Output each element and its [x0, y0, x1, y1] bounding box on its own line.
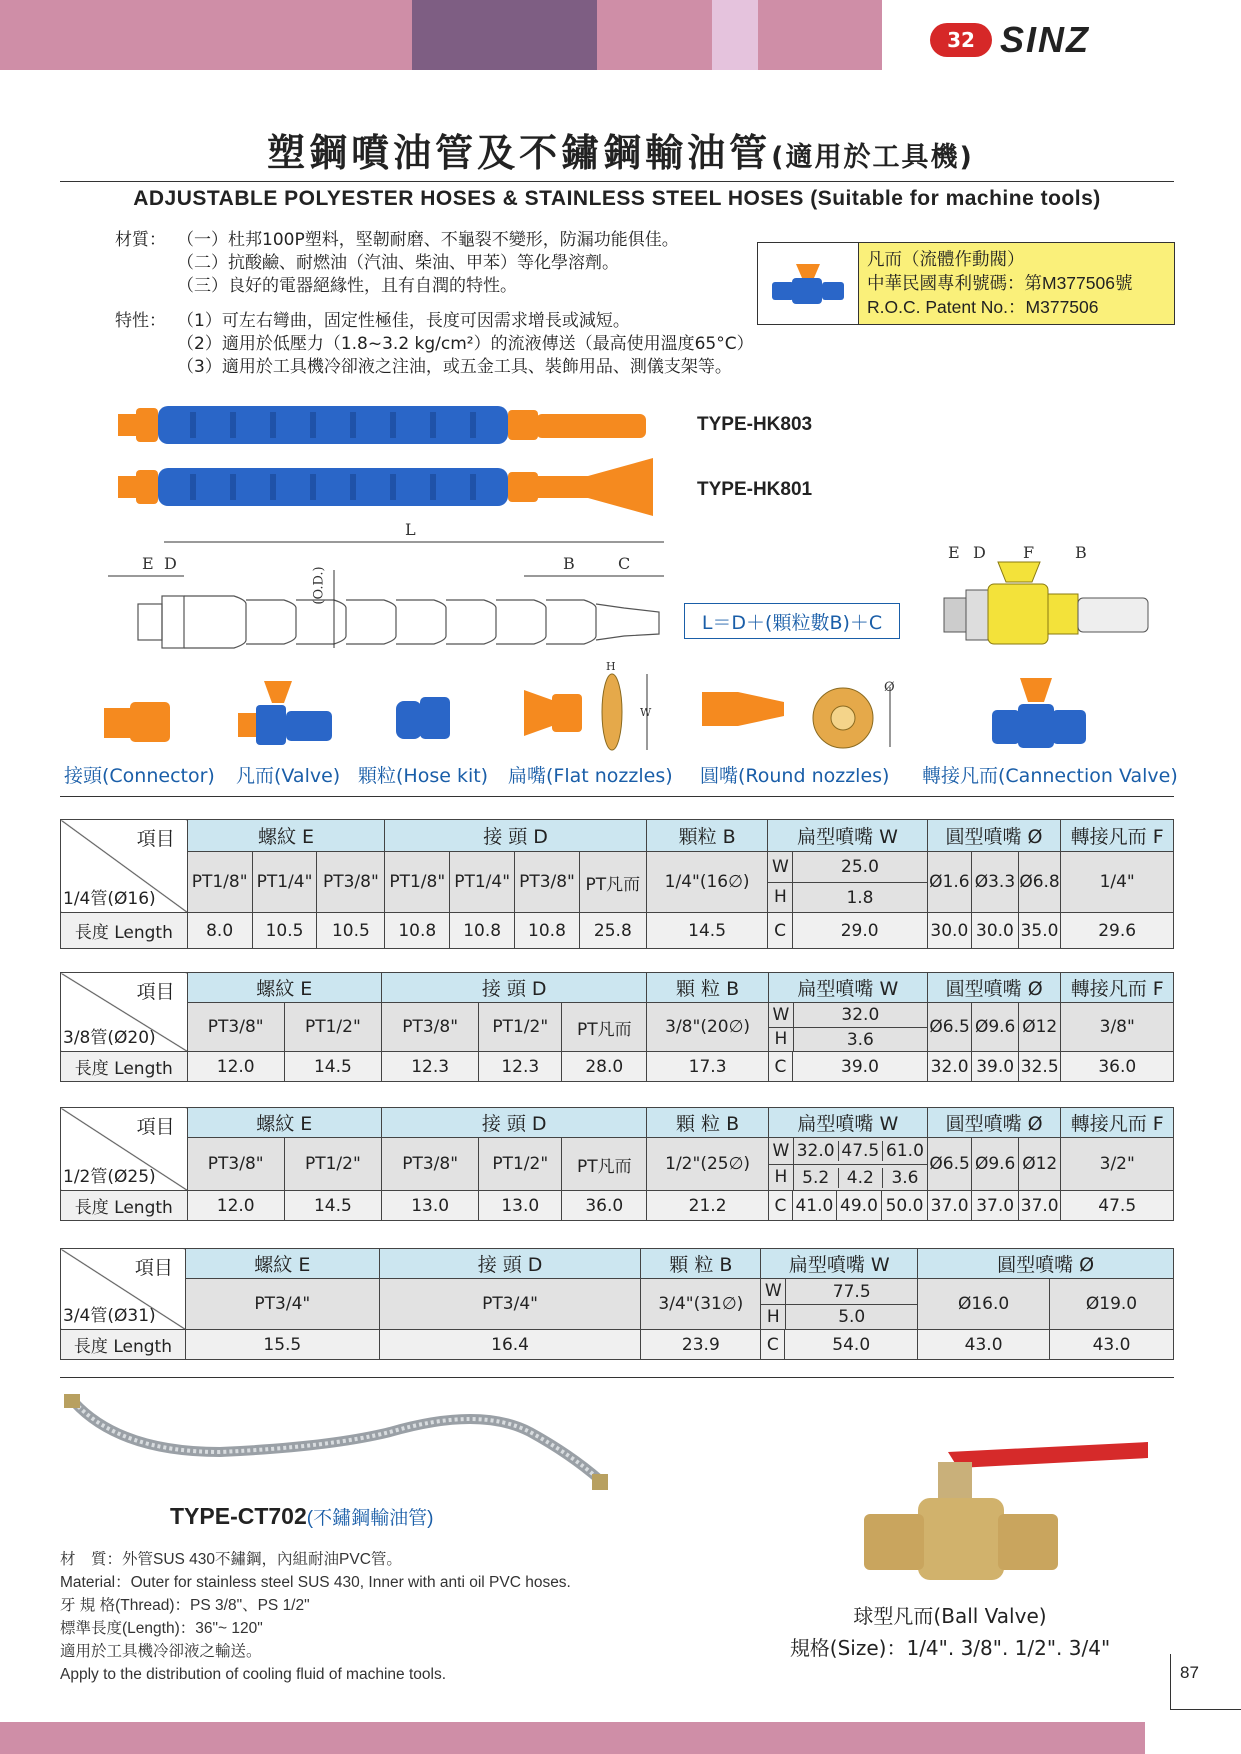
page-number-bracket: [1170, 1709, 1241, 1710]
table-cell: 43.0: [918, 1330, 1050, 1360]
valve-assembly-drawing: [940, 560, 1155, 650]
dim-E: E: [142, 554, 154, 573]
table-cell: C: [768, 913, 792, 949]
hose-dimension-drawing: [104, 530, 664, 650]
table-cell: Ø9.6: [972, 1138, 1019, 1191]
title-zh-sub: (適用於工具機): [771, 142, 974, 173]
col-header: 轉接凡而 F: [1061, 1108, 1174, 1138]
table-cell: PT3/8": [187, 1138, 284, 1191]
col-header: 顆 粒 B: [647, 973, 769, 1003]
spec-table-1-4: [60, 819, 1174, 949]
flat-nozzle-wh: W 32.0 47.5 61.0 H 5.2 4.2 3.6: [768, 1138, 927, 1191]
table-cell: PT1/2": [284, 1138, 381, 1191]
length-formula: L＝D＋(顆粒數B)＋C: [684, 603, 900, 639]
valve-image: [236, 675, 336, 750]
part-label-connector: 接頭(Connector): [64, 765, 215, 787]
brand-mark: 32: [930, 23, 992, 57]
dim-H-nozzle: H: [606, 660, 616, 673]
table-cell: 41.0: [793, 1191, 837, 1221]
table-cell: 3/8": [1061, 1003, 1174, 1052]
col-header: 螺紋 E: [187, 1108, 381, 1138]
stripe: [758, 0, 882, 70]
col-header: 螺紋 E: [187, 820, 385, 852]
table-cell: PT凡而: [562, 1003, 647, 1052]
table-cell: Ø16.0: [918, 1279, 1050, 1330]
table-cell: 12.3: [382, 1052, 479, 1082]
col-header: 圓型噴嘴 Ø: [918, 1249, 1174, 1279]
table-cell: C: [761, 1330, 785, 1360]
hose-hk801-illustration: [118, 456, 658, 516]
spec-table-3-4: [60, 1248, 1174, 1360]
table-cell: 10.8: [450, 913, 515, 949]
col-header: 接 頭 D: [382, 973, 647, 1003]
feature-line: （2）適用於低壓力（1.8~3.2 kg/cm²）的流液傳送（最高使用溫度65°C）: [177, 334, 754, 354]
table-cell: 35.0: [1018, 913, 1061, 949]
dim-D: D: [164, 554, 177, 573]
table-cell: 12.3: [479, 1052, 562, 1082]
material-block: [115, 229, 679, 298]
page-number-bracket: [1170, 1654, 1171, 1710]
table-cell: C: [768, 1191, 792, 1221]
table-cell: PT1/2": [284, 1003, 381, 1052]
flat-nozzle-wh: W 25.0 H 1.8: [768, 852, 927, 913]
table-cell: PT1/2": [479, 1138, 562, 1191]
patent-box: [757, 242, 1175, 325]
part-label-flat-nozzles: 扁嘴(Flat nozzles): [508, 765, 673, 787]
round-nozzle-image: [698, 684, 788, 734]
table-cell: 10.8: [515, 913, 580, 949]
table-cell: PT1/4": [450, 852, 515, 913]
ball-valve-size: 規格(Size)：1/4". 3/8". 1/2". 3/4": [789, 1636, 1111, 1660]
part-label-round-nozzles: 圓嘴(Round nozzles): [700, 765, 890, 787]
table-cell: 39.0: [793, 1052, 928, 1082]
table-cell: 30.0: [972, 913, 1019, 949]
table-corner: 項目 1/2管(Ø25): [61, 1108, 188, 1191]
dim-F-right: F: [1023, 543, 1035, 562]
ct702-line: Apply to the distribution of cooling fluid of machine tools.: [60, 1666, 447, 1683]
material-line: （三）良好的電器絕緣性，且有自潤的特性。: [177, 276, 517, 296]
table-cell: 37.0: [1018, 1191, 1061, 1221]
table-cell: 50.0: [882, 1191, 928, 1221]
table-cell: PT3/4": [185, 1279, 379, 1330]
flat-nozzle-wh: W 32.0 H 3.6: [768, 1003, 927, 1052]
ct702-line: 材 質：外管SUS 430不鏽鋼，內組耐油PVC管。: [60, 1551, 402, 1568]
table-cell: 47.5: [1061, 1191, 1174, 1221]
ct702-line: 標準長度(Length)：36"~ 120": [60, 1620, 263, 1637]
table-cell: 10.5: [252, 913, 317, 949]
table-cell: 1/4"(16∅): [646, 852, 768, 913]
table-cell: PT凡而: [579, 852, 646, 913]
table-cell: 25.8: [579, 913, 646, 949]
table-cell: 43.0: [1050, 1330, 1174, 1360]
stripe: [597, 0, 712, 70]
col-header: 圓型噴嘴 Ø: [927, 973, 1061, 1003]
table-cell: 32.0: [927, 1052, 972, 1082]
table-cell: 1/4": [1061, 852, 1174, 913]
col-header: 扁型噴嘴 W: [768, 820, 927, 852]
col-header: 扁型噴嘴 W: [761, 1249, 918, 1279]
features-label: 特性：: [115, 311, 166, 331]
ct702-line: 適用於工具機冷卻液之輸送。: [60, 1643, 262, 1660]
col-header: 轉接凡而 F: [1061, 820, 1174, 852]
divider: [60, 181, 1174, 182]
page-number: 87: [1180, 1663, 1199, 1682]
dim-OD: (O.D.): [311, 566, 327, 605]
col-header: 圓型噴嘴 Ø: [927, 1108, 1061, 1138]
table-cell: 13.0: [479, 1191, 562, 1221]
table-corner: 項目 3/4管(Ø31): [61, 1249, 186, 1330]
table-cell: PT3/8": [515, 852, 580, 913]
table-cell: Ø6.8: [1018, 852, 1061, 913]
spec-table-1-2: [60, 1107, 1174, 1221]
col-header: 圓型噴嘴 Ø: [927, 820, 1061, 852]
patent-line: 中華民國專利號碼：第M377506號: [867, 273, 1133, 293]
ct702-line: 牙 規 格(Thread)：PS 3/8"、PS 1/2": [60, 1597, 310, 1614]
col-header: 接 頭 D: [382, 1108, 647, 1138]
table-cell: 13.0: [382, 1191, 479, 1221]
col-header: 轉接凡而 F: [1061, 973, 1174, 1003]
patent-line: 凡而（流體作動閥）: [867, 249, 1025, 269]
table-cell: PT3/4": [379, 1279, 641, 1330]
length-label: 長度 Length: [61, 1330, 186, 1360]
material-label: 材質：: [115, 230, 166, 250]
col-header: 扁型噴嘴 W: [768, 973, 927, 1003]
table-corner: 項目 1/4管(Ø16): [61, 820, 188, 913]
table-cell: 17.3: [647, 1052, 769, 1082]
brand-name: SINZ: [1000, 19, 1091, 60]
col-header: 扁型噴嘴 W: [768, 1108, 927, 1138]
table-cell: Ø1.6: [927, 852, 972, 913]
dim-W-nozzle: W: [640, 706, 652, 719]
table-cell: 15.5: [185, 1330, 379, 1360]
table-cell: PT1/8": [187, 852, 252, 913]
col-header: 接 頭 D: [379, 1249, 641, 1279]
part-label-cannection-valve: 轉接凡而(Cannection Valve): [922, 765, 1178, 787]
table-cell: 12.0: [187, 1191, 284, 1221]
table-cell: 14.5: [646, 913, 768, 949]
dim-E-right: E: [948, 543, 960, 562]
col-header: 螺紋 E: [187, 973, 381, 1003]
table-cell: 12.0: [187, 1052, 284, 1082]
table-cell: 30.0: [927, 913, 972, 949]
table-cell: 10.5: [317, 913, 385, 949]
table-cell: 23.9: [641, 1330, 761, 1360]
cannection-valve-image: [990, 674, 1090, 754]
table-cell: Ø12: [1018, 1003, 1061, 1052]
table-cell: 28.0: [562, 1052, 647, 1082]
table-cell: 3/4"(31∅): [641, 1279, 761, 1330]
table-cell: 14.5: [284, 1052, 381, 1082]
spec-table-3-8: [60, 972, 1174, 1082]
table-cell: 37.0: [972, 1191, 1019, 1221]
table-corner: 項目 3/8管(Ø20): [61, 973, 188, 1052]
connector-image: [100, 696, 175, 746]
table-cell: 16.4: [379, 1330, 641, 1360]
table-cell: 39.0: [972, 1052, 1019, 1082]
divider: [60, 1377, 1174, 1378]
features-block: [115, 310, 754, 379]
stripe: [712, 0, 758, 70]
patent-line: R.O.C. Patent No.：M377506: [867, 297, 1099, 317]
dim-B-right: B: [1075, 543, 1087, 562]
type-ct702-zh: (不鏽鋼輸油管): [306, 1508, 434, 1529]
table-cell: 21.2: [647, 1191, 769, 1221]
length-label: 長度 Length: [61, 913, 188, 949]
table-cell: PT1/4": [252, 852, 317, 913]
valve-thumbnail: [758, 243, 859, 324]
brand-logo: [930, 18, 1120, 62]
table-cell: Ø12: [1018, 1138, 1061, 1191]
feature-line: （1）可左右彎曲，固定性極佳，長度可因需求增長或減短。: [177, 311, 630, 331]
length-label: 長度 Length: [61, 1191, 188, 1221]
divider: [60, 796, 1174, 797]
type-ct702-label: TYPE-CT702(不鏽鋼輸油管): [170, 1503, 434, 1529]
hose-kit-image: [394, 693, 454, 743]
feature-line: （3）適用於工具機冷卻液之注油，或五金工具、裝飾用品、測儀支架等。: [177, 357, 732, 377]
material-line: （一）杜邦100P塑料，堅韌耐磨、不龜裂不變形，防漏功能俱佳。: [177, 230, 679, 250]
dim-L: L: [405, 520, 416, 539]
table-cell: 37.0: [927, 1191, 972, 1221]
dim-D-right: D: [973, 543, 986, 562]
table-cell: 36.0: [562, 1191, 647, 1221]
table-cell: Ø9.6: [972, 1003, 1019, 1052]
table-cell: PT1/2": [479, 1003, 562, 1052]
table-cell: C: [768, 1052, 792, 1082]
table-cell: PT3/8": [187, 1003, 284, 1052]
col-header: 接 頭 D: [385, 820, 646, 852]
table-cell: PT3/8": [382, 1138, 479, 1191]
hose-hk803-illustration: [118, 400, 658, 450]
table-cell: 29.0: [792, 913, 927, 949]
ct702-description: [60, 1548, 571, 1686]
table-cell: 3/2": [1061, 1138, 1174, 1191]
length-label: 長度 Length: [61, 1052, 188, 1082]
ball-valve-image: [858, 1432, 1158, 1592]
dim-C: C: [618, 554, 631, 573]
table-cell: Ø3.3: [972, 852, 1019, 913]
part-label-hose-kit: 顆粒(Hose kit): [358, 765, 489, 787]
col-header: 螺紋 E: [185, 1249, 379, 1279]
stripe: [412, 0, 597, 70]
stainless-hose-image: [60, 1392, 620, 1502]
table-cell: 29.6: [1061, 913, 1174, 949]
table-cell: Ø6.5: [927, 1003, 972, 1052]
table-cell: 36.0: [1061, 1052, 1174, 1082]
table-cell: PT3/8": [317, 852, 385, 913]
dim-phi-nozzle: Ø: [884, 680, 895, 695]
table-cell: 54.0: [785, 1330, 918, 1360]
table-cell: 8.0: [187, 913, 252, 949]
table-cell: PT1/8": [385, 852, 450, 913]
table-cell: 49.0: [836, 1191, 882, 1221]
flat-nozzle-wh: W 77.5 H 5.0: [761, 1279, 918, 1330]
page-title: [0, 122, 1241, 177]
table-cell: Ø19.0: [1050, 1279, 1174, 1330]
title-zh-main: 塑鋼噴油管及不鏽鋼輸油管: [267, 131, 772, 175]
ct702-line: Material：Outer for stainless steel SUS 430, Inner with anti oil PVC hoses.: [60, 1574, 571, 1591]
type-hk801-label: TYPE-HK801: [697, 479, 813, 500]
stripe: [0, 0, 412, 70]
bottom-color-bar: [0, 1722, 1145, 1754]
table-cell: Ø6.5: [927, 1138, 972, 1191]
col-header: 顆 粒 B: [641, 1249, 761, 1279]
dim-B: B: [563, 554, 575, 573]
title-english: ADJUSTABLE POLYESTER HOSES & STAINLESS STEEL HOSES (Suitable for machine tools): [133, 187, 1101, 210]
material-line: （二）抗酸鹼、耐燃油（汽油、柴油、甲苯）等化學溶劑。: [177, 253, 619, 273]
ball-valve-name: 球型凡而(Ball Valve): [853, 1604, 1047, 1628]
table-cell: 3/8"(20∅): [647, 1003, 769, 1052]
type-hk803-label: TYPE-HK803: [697, 414, 813, 435]
table-cell: PT3/8": [382, 1003, 479, 1052]
col-header: 顆粒 B: [646, 820, 768, 852]
table-cell: 14.5: [284, 1191, 381, 1221]
table-cell: 10.8: [385, 913, 450, 949]
col-header: 顆 粒 B: [647, 1108, 769, 1138]
table-cell: PT凡而: [562, 1138, 647, 1191]
table-cell: 1/2"(25∅): [647, 1138, 769, 1191]
table-cell: 32.5: [1018, 1052, 1061, 1082]
part-label-valve: 凡而(Valve): [236, 765, 341, 787]
